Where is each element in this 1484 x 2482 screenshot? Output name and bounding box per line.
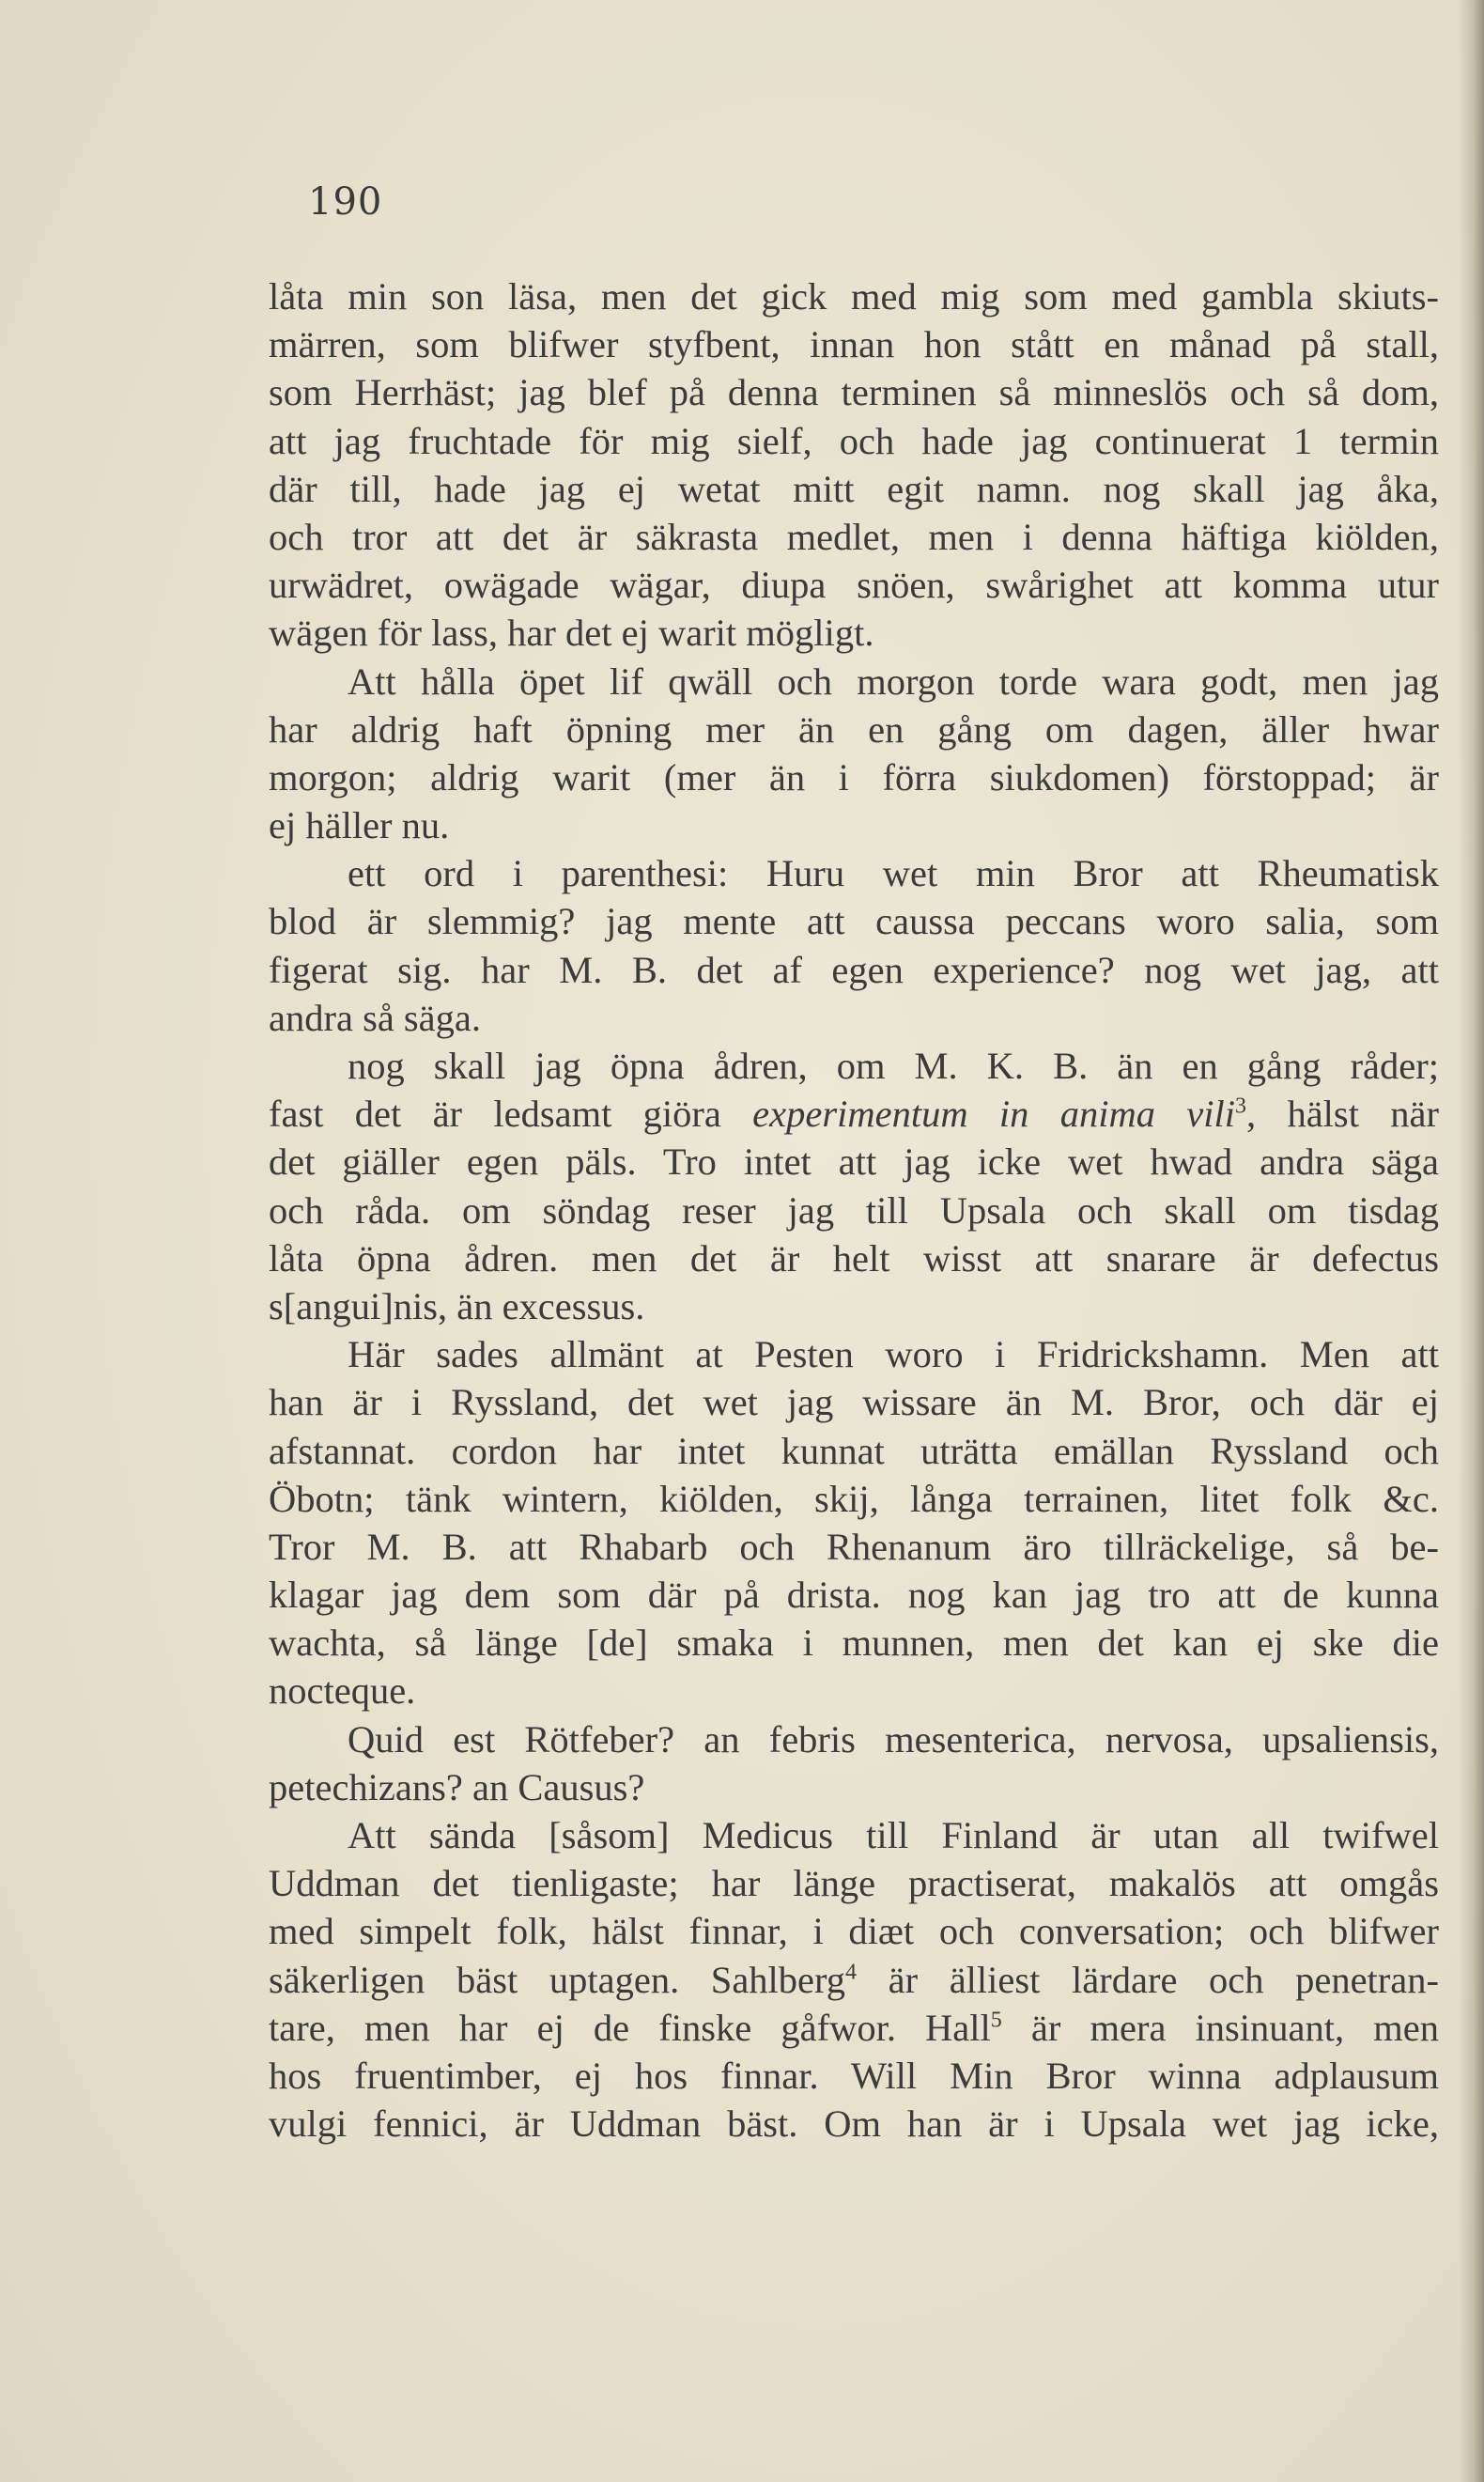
footnote-ref: 5 [990,2008,1002,2033]
page-edge-shadow [1458,0,1484,2482]
text-line: nog skall jag öpna ådren, om M. K. B. än en gång råder; [348,1045,1439,1087]
text-line: hos fruentimber, ej hos finnar. Will Min Bror winna adplausum [269,2054,1439,2097]
text-line: Öbotn; tänk wintern, kiölden, skij, långa terrainen, litet folk &c. [269,1477,1439,1520]
text-line: Uddman det tienligaste; har länge practiserat, makalös att omgås [269,1862,1439,1905]
text-line: och råda. om söndag reser jag till Upsala och skall om tisdag [269,1188,1439,1232]
text-line: låta min son läsa, men det gick med mig som med gambla skiuts- [269,275,1439,318]
italic-phrase: experimentum in anima vili [752,1093,1236,1136]
text-line: figerat sig. har M. B. det af egen experience? nog wet jag, att [269,948,1439,991]
text-line: Att sända [såsom] Medicus till Finland är utan all twifwel [348,1814,1439,1856]
text-line: urwädret, owägade wägar, diupa snöen, swårighet att komma utur [269,564,1439,607]
text-line: Här sades allmänt at Pesten woro i Fridrickshamn. Men att [348,1333,1439,1376]
text-line: som Herrhäst; jag blef på denna terminen så minneslös och så dom, [269,371,1439,414]
text-line: det giäller egen päls. Tro intet att jag icke wet hwad andra säga [269,1140,1439,1184]
text-line: Att hålla öpet lif qwäll och morgon torde wara godt, men jag [348,659,1439,703]
text-line: morgon; aldrig warit (mer än i förra siukdomen) förstoppad; är [269,755,1439,799]
text-line: klagar jag dem som där på drista. nog kan jag tro att de kunna [269,1574,1439,1617]
text-line: fast det är ledsamt giöra experimentum in anima vili$^3$, hälst när [269,1093,1439,1136]
text-line: blod är slemmig? jag mente att caussa peccans woro salia, som [269,900,1439,943]
text-line: afstannat. cordon har intet kunnat uträtta emällan Ryssland och [269,1429,1439,1472]
text-line: och tror att det är säkrasta medlet, men i denna häftiga kiölden, [269,515,1439,558]
text-line: nocteque. [269,1669,416,1713]
text-line: s[angui]nis, än excessus. [269,1284,645,1327]
text-line: han är i Ryssland, det wet jag wissare än M. Bror, och där ej [269,1381,1439,1424]
text-line: att jag fruchtade för mig sielf, och hade jag continuerat 1 termin [269,419,1439,462]
text-line: märren, som blifwer styfbent, innan hon stått en månad på stall, [269,323,1439,366]
body-text [269,272,1439,2148]
text-line: Tror M. B. att Rhabarb och Rhenanum äro tillräckelige, så be- [269,1525,1439,1568]
page-number: 190 [308,180,383,224]
text-line: tare, men har ej de finske gåfwor. Hall$^5$ är mera insinuant, men [269,2006,1439,2049]
text-line: vulgi fennici, är Uddman bäst. Om han är i Upsala wet jag icke, [269,2102,1439,2146]
text-line: petechizans? an Causus? [269,1765,645,1808]
text-line: wägen för lass, har det ej warit mögligt. [269,612,874,655]
text-line: ett ord i parenthesi: Huru wet min Bror att Rheumatisk [348,852,1439,895]
text-line: Quid est Rötfeber? an febris mesenterica, nervosa, upsaliensis, [348,1717,1439,1761]
text-line: låta öpna ådren. men det är helt wisst att snarare är defectus [269,1236,1439,1280]
text-line: wachta, så länge [de] smaka i munnen, men det kan ej ske die [269,1621,1439,1665]
footnote-ref: 4 [845,1960,858,1985]
text-line: säkerligen bäst uptagen. Sahlberg$^4$ är älliest lärdare och penetran- [269,1958,1439,2001]
text-line: har aldrig haft öpning mer än en gång om dagen, äller hwar [269,707,1439,751]
footnote-ref: 3 [1235,1094,1247,1119]
text-line: ej häller nu. [269,804,450,847]
text-line: med simpelt folk, hälst finnar, i diæt och conversation; och blifwer [269,1910,1439,1953]
text-line: där till, hade jag ej wetat mitt egit namn. nog skall jag åka, [269,467,1439,510]
text-line: andra så säga. [269,996,482,1039]
